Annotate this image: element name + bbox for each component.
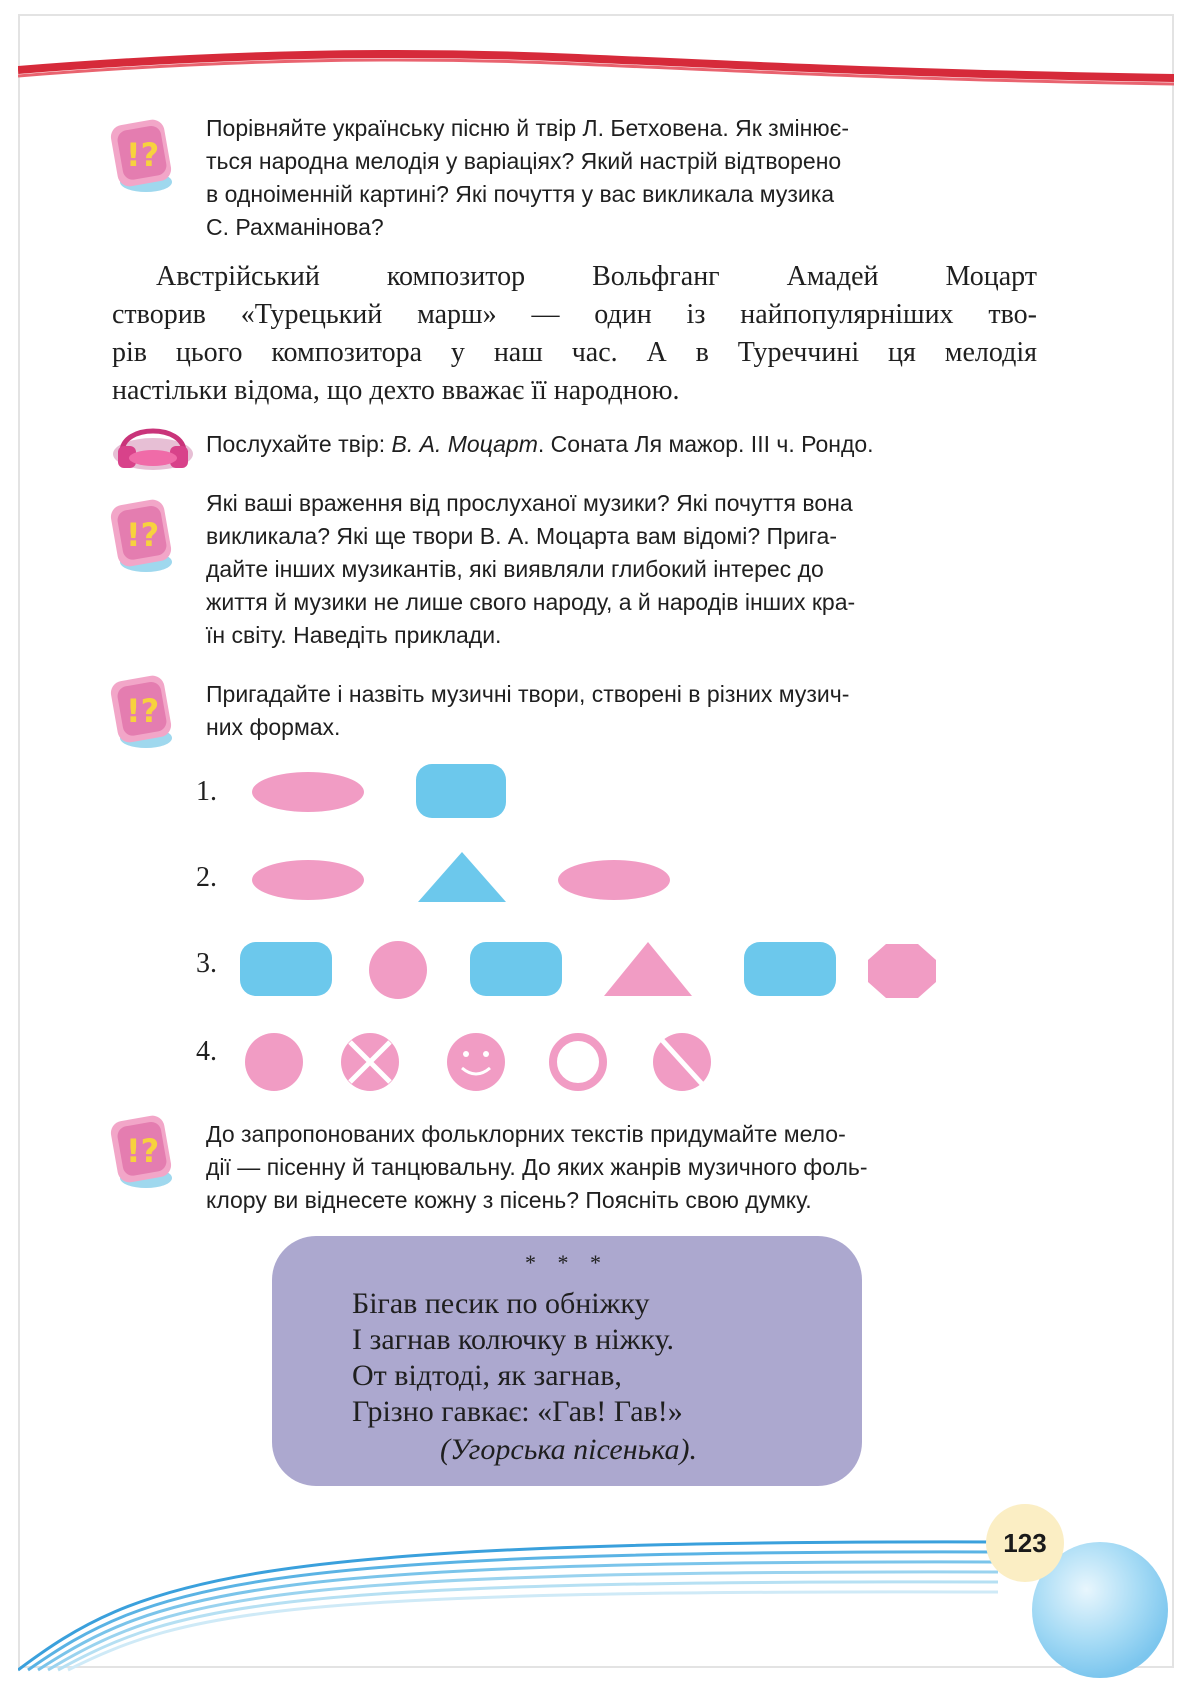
smiley-circle-shape xyxy=(447,1033,505,1091)
form-row-label: 3. xyxy=(196,948,217,979)
question-icon xyxy=(108,116,178,196)
pink-oval-shape xyxy=(252,772,364,812)
pink-ring-shape xyxy=(553,1037,603,1087)
poem-line: Грізно гавкає: «Гав! Гав!» xyxy=(352,1395,683,1428)
blue-rounded-rect-shape xyxy=(240,942,332,996)
question-icon xyxy=(108,672,178,752)
page-number-badge xyxy=(986,1504,1064,1582)
question-2-line: Які ваші враження від прослуханої музики? Які почуття вона xyxy=(206,490,853,516)
pink-oval-shape xyxy=(558,860,670,900)
form-row-label: 2. xyxy=(196,862,217,893)
paragraph-line: рів цього композитора у наш час. А в Туреччині ця мелодія xyxy=(112,337,1037,368)
poem-box xyxy=(272,1236,862,1486)
question-2-line: життя й музики не лише свого народу, а й народів інших кра- xyxy=(206,589,856,615)
question-2-line: викликала? Які ще твори В. А. Моцарта вам відомі? Прига- xyxy=(206,523,838,549)
pink-circle-shape xyxy=(369,941,427,999)
question-4-line: дії — пісенну й танцювальну. До яких жанрів музичного фоль- xyxy=(206,1154,868,1180)
crossed-circle-shape xyxy=(341,1033,399,1091)
pink-triangle-shape xyxy=(604,942,692,996)
svg-text:!?: !? xyxy=(126,516,160,554)
blue-rounded-rect-shape xyxy=(470,942,562,996)
question-2-text xyxy=(206,487,1036,652)
listen-prefix: Послухайте твір: xyxy=(206,431,392,457)
svg-text:!?: !? xyxy=(126,1132,160,1170)
question-4-line: клору ви віднесете кожну з пісень? Поясніть свою думку. xyxy=(206,1187,812,1213)
pink-octagon-shape xyxy=(868,944,936,998)
blue-rounded-rect-shape xyxy=(416,764,506,818)
question-2-line: їн світу. Наведіть приклади. xyxy=(206,622,502,648)
poem-line: Бігав песик по обніжку xyxy=(352,1287,650,1320)
pink-oval-shape xyxy=(252,860,364,900)
paragraph-line: Австрійський композитор Вольфганг Амадей Моцарт xyxy=(156,261,1037,292)
question-4-text xyxy=(206,1118,1036,1217)
paragraph-line: настільки відома, що дехто вважає її народною. xyxy=(112,375,680,406)
question-1-line: С. Рахманінова? xyxy=(206,214,384,240)
blue-triangle-shape xyxy=(418,852,506,902)
question-1-line: в одноіменній картині? Які почуття у вас викликала музика xyxy=(206,181,835,207)
question-3-line: них формах. xyxy=(206,714,341,740)
listen-line xyxy=(206,428,1036,461)
question-3-line: Пригадайте і назвіть музичні твори, створені в різних музич- xyxy=(206,681,850,707)
top-red-stripe xyxy=(18,40,1174,100)
question-1-line: ться народна мелодія у варіаціях? Який настрій відтворено xyxy=(206,148,842,174)
question-icon xyxy=(108,496,178,576)
poem-source: (Угорська пісенька). xyxy=(440,1433,698,1466)
question-1-line: Порівняйте українську пісню й твір Л. Бетховена. Як змінює- xyxy=(206,115,849,141)
listen-title: . Соната Ля мажор. ІІІ ч. Рондо. xyxy=(537,431,874,457)
svg-text:!?: !? xyxy=(126,692,160,730)
question-3-text xyxy=(206,678,1036,744)
poem-stars: * * * xyxy=(525,1250,609,1275)
musical-forms-diagram xyxy=(230,760,990,1100)
page-number: 123 xyxy=(1003,1528,1047,1558)
poem-line: І загнав колючку в ніжку. xyxy=(352,1323,675,1356)
svg-text:!?: !? xyxy=(126,136,160,174)
question-1-text xyxy=(206,112,1036,244)
question-icon xyxy=(108,1112,178,1192)
pink-circle-shape xyxy=(245,1033,303,1091)
poem-line: От відтоді, як загнав, xyxy=(352,1359,622,1392)
slashed-circle-shape xyxy=(653,1033,711,1091)
form-row-label: 4. xyxy=(196,1036,217,1067)
question-2-line: дайте інших музикантів, які виявляли глибокий інтерес до xyxy=(206,556,824,582)
headphones-icon xyxy=(110,418,196,474)
form-row-label: 1. xyxy=(196,776,217,807)
question-4-line: До запропонованих фольклорних текстів придумайте мело- xyxy=(206,1121,846,1147)
mozart-paragraph xyxy=(112,258,1037,410)
bottom-wave-lines xyxy=(18,1520,998,1680)
paragraph-line: створив «Турецький марш» — один із найпопулярніших тво- xyxy=(112,299,1037,330)
blue-rounded-rect-shape xyxy=(744,942,836,996)
listen-composer: В. А. Моцарт xyxy=(391,431,538,457)
